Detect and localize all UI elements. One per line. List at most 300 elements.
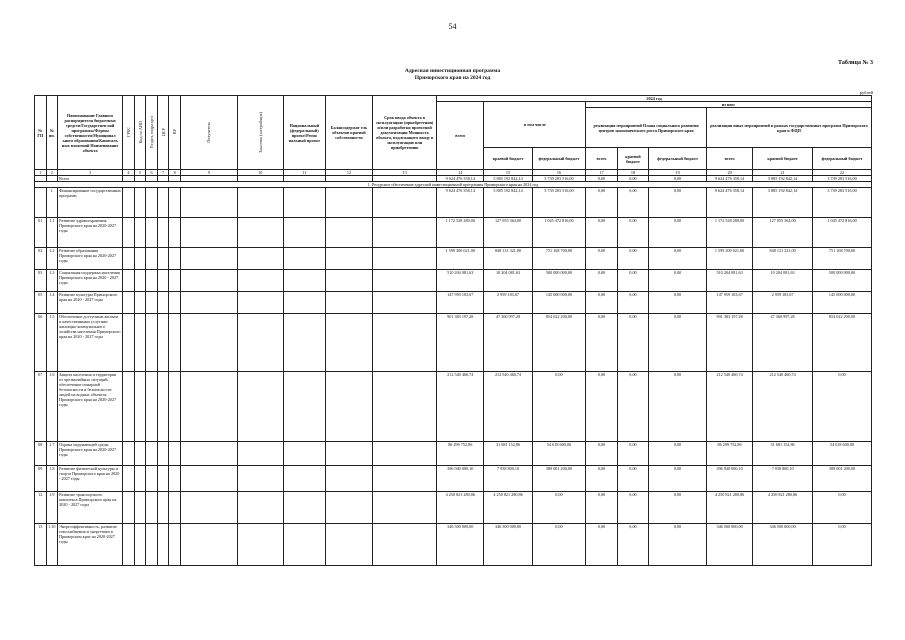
header-vr [169,96,181,170]
row-value-cell: 0,00 [649,442,707,466]
empty-cell [237,314,283,372]
empty-cell [134,524,146,566]
empty-cell [180,314,237,372]
row-value-cell: 500 000 000,00 [813,270,872,292]
empty-cell [325,466,372,492]
empty-cell [169,442,181,466]
empty-cell [123,466,135,492]
empty-cell [157,314,169,372]
row-value-cell: 346 500 000,00 [437,524,484,566]
empty-cell [325,372,372,442]
row-value-cell: 1 045 472 816,00 [532,218,586,248]
column-number-cell: 16 [532,170,586,176]
column-number-cell: 5 [134,170,146,176]
row-name-cell: Охрана окружающей среды Приморского края на 2020-2027 годы [58,442,123,466]
column-number-cell: 6 [146,170,158,176]
empty-cell [123,372,135,442]
row-pp-cell: 1.7 [46,442,58,466]
column-number-cell: 10 [237,170,283,176]
empty-cell [169,270,181,292]
row-value-cell: 10 204 081,63 [753,270,813,292]
empty-cell [146,372,158,442]
row-pp-cell: 1.8 [46,466,58,492]
column-number-cell: 7 [157,170,169,176]
row-value-cell: 0,00 [649,466,707,492]
header-aip-code [134,96,146,170]
empty-cell [169,218,181,248]
row-value-cell: 0,00 [617,218,649,248]
header-other-federal: федеральный бюджет [813,148,872,170]
row-gp-cell: 03 [35,270,47,292]
header-plan-total: всего [586,148,618,170]
empty-cell [237,292,283,314]
empty-cell [157,292,169,314]
empty-cell [373,466,437,492]
row-value-cell: 127 055 364,00 [484,218,532,248]
row-value-cell: 0,00 [649,248,707,270]
row-value-cell: 7 938 800,10 [484,466,532,492]
row-value-cell: 86 299 752,86 [706,442,752,466]
row-value-cell: 0,00 [617,466,649,492]
empty-cell [283,248,325,270]
table-row [35,270,872,292]
row-value-cell: 4 250 821 280,86 [437,492,484,524]
row-value-cell: 1 599 300 021,00 [437,248,484,270]
empty-cell [373,248,437,270]
row-value-cell: 510 204 081,63 [437,270,484,292]
header-year: 2024 год [437,96,872,102]
row-name-cell: Финансирование государственных программ [58,188,123,218]
row-value-cell: 86 299 752,86 [437,442,484,466]
row-value-cell: 145 000 000,00 [813,292,872,314]
empty-cell [283,270,325,292]
column-number-cell: 13 [373,170,437,176]
table-row [35,314,872,372]
row-value-cell: 854 022 200,00 [532,314,586,372]
empty-cell [283,466,325,492]
empty-cell [134,314,146,372]
empty-cell [180,524,237,566]
empty-cell [325,248,372,270]
empty-cell [283,314,325,372]
table-row [35,218,872,248]
header-of-them: из них: [586,102,872,108]
header-aip-code-text: Код по АИП [137,120,143,144]
column-number-cell: 19 [649,170,707,176]
row-value-cell: 0,00 [586,292,618,314]
row-value-cell: 0,00 [813,524,872,566]
empty-cell [325,442,372,466]
row-value-cell: 147 959 183,67 [706,292,752,314]
header-gp: № ГП [35,96,47,170]
row-value-cell: 0,00 [617,442,649,466]
total-value-cell: 9 624 476 358,14 [706,176,752,182]
empty-cell [237,188,283,218]
empty-cell [169,248,181,270]
row-value-cell: 396 940 000,10 [706,466,752,492]
empty-cell [237,524,283,566]
header-other-total: всего [706,148,752,170]
row-name-cell: Развитие физической культуры и спорта Приморского края на 2020 - 2027 годы [58,466,123,492]
row-value-cell: 510 204 081,63 [706,270,752,292]
header-recipient-text: Получатель [206,121,212,143]
row-name-cell: Энергоэффективность, развитие газоснабжения и энергетики в Приморском крае на 2020-2027 годы [58,524,123,566]
empty-cell [146,292,158,314]
empty-cell [373,372,437,442]
row-pp-cell: 1.2 [46,248,58,270]
row-value-cell: 147 959 183,67 [437,292,484,314]
empty-cell [169,466,181,492]
empty-cell [169,292,181,314]
row-value-cell: 0,00 [586,492,618,524]
header-commissioning: Срок ввода объекта в эксплуатацию (приобретения) и/или разработки проектной документации Мощность объекта, подлежащего вводу в эксплуатацию или приобретению [373,96,437,170]
row-pp-cell: 1.6 [46,372,58,442]
column-number-cell: 12 [325,170,372,176]
row-value-cell: 9 624 476 358,14 [437,188,484,218]
row-value-cell: 0,00 [586,248,618,270]
row-value-cell: 2 959 183,67 [484,292,532,314]
empty-cell [146,248,158,270]
empty-cell [180,372,237,442]
row-value-cell: 3 739 283 516,00 [813,188,872,218]
column-number-cell: 2 [46,170,58,176]
table-row [35,442,872,466]
total-value-cell: 5 885 192 842,14 [484,176,532,182]
empty-cell [123,492,135,524]
title-line-2: Приморского края на 2024 год [414,75,491,81]
column-number-cell: 22 [813,170,872,176]
row-gp-cell: 01 [35,218,47,248]
row-value-cell: 0,00 [617,248,649,270]
table-row [35,188,872,218]
header-plan-measures: реализация мероприятий Плана социального развития центров экономического роста Приморского края [586,108,707,148]
header-pp: № пп. [46,96,58,170]
empty-cell [123,218,135,248]
empty-cell [237,248,283,270]
header-national-project: Национальный (федеральный) проект/Регио нальный проект [283,96,325,170]
table-row [35,524,872,566]
header-customer-text: Заказчик (застройщик) [257,111,263,153]
empty-cell [134,292,146,314]
row-value-cell: 901 383 197,28 [706,314,752,372]
row-name-cell: Развитие транспортного комплекса Приморского края на 2020 - 2027 годы [58,492,123,524]
header-csr [157,96,169,170]
row-gp-cell: 02 [35,248,47,270]
row-value-cell: 751 168 700,00 [813,248,872,270]
empty-cell [157,218,169,248]
row-value-cell: 0,00 [649,524,707,566]
empty-cell [237,372,283,442]
table-row [35,248,872,270]
row-value-cell: 1 045 472 816,00 [813,218,872,248]
row-value-cell: 854 022 200,00 [813,314,872,372]
column-number-cell: 20 [706,170,752,176]
empty-cell [373,442,437,466]
column-number-cell: 18 [617,170,649,176]
row-value-cell: 127 055 364,00 [753,218,813,248]
empty-cell [169,524,181,566]
row-value-cell: 1 172 528 280,00 [437,218,484,248]
row-value-cell: 2 959 183,67 [753,292,813,314]
header-name: Наименование Главного распорядителя бюджетных средств/Государствен ной программы/Формы собственности/Муниципал ьного образования/Капиталь ных вложений Наименование объекта [58,96,123,170]
total-value-cell: 3 739 283 516,00 [532,176,586,182]
header-vr-text: ВР [172,129,178,135]
column-number-cell: 3 [58,170,123,176]
total-value-cell: 9 624 476 358,14 [437,176,484,182]
empty-cell [283,188,325,218]
units-label: рублей [859,90,873,95]
row-pp-cell: 1.3 [46,270,58,292]
row-value-cell: 0,00 [586,466,618,492]
row-gp-cell [35,188,47,218]
row-value-cell: 0,00 [617,188,649,218]
row-pp-cell: 1.5 [46,314,58,372]
empty-cell [157,466,169,492]
empty-cell [325,270,372,292]
row-value-cell: 0,00 [813,492,872,524]
row-value-cell: 0,00 [649,492,707,524]
row-value-cell: 31 681 152,86 [753,442,813,466]
empty-cell [134,248,146,270]
empty-cell [283,492,325,524]
row-value-cell: 31 681 152,86 [484,442,532,466]
section-title: 1. Ресурсное обеспечение адресной инвестиционной программы Приморского края на 2024 год [35,182,872,188]
header-recipient [180,96,237,170]
column-number-cell: 4 [123,170,135,176]
header-plan-federal: федеральный бюджет [649,148,707,170]
header-balance-holder: Балансодержат ель объектов краевой собственности [325,96,372,170]
row-value-cell: 0,00 [649,218,707,248]
row-value-cell: 212 540 460,74 [706,372,752,442]
empty-cell [169,492,181,524]
row-value-cell: 396 940 000,10 [437,466,484,492]
empty-cell [134,492,146,524]
row-value-cell: 1 172 528 280,00 [706,218,752,248]
empty-cell [373,218,437,248]
row-value-cell: 0,00 [532,372,586,442]
row-value-cell: 5 885 192 842,14 [484,188,532,218]
row-pp-cell: 1.4 [46,292,58,314]
empty-cell [180,218,237,248]
total-value-cell: 3 739 283 516,00 [813,176,872,182]
column-number-cell: 14 [437,170,484,176]
row-value-cell: 0,00 [617,270,649,292]
row-value-cell: 500 000 000,00 [532,270,586,292]
empty-cell [325,218,372,248]
empty-cell [180,248,237,270]
row-value-cell: 9 624 476 358,14 [706,188,752,218]
row-gp-cell: 13 [35,524,47,566]
row-name-cell: Развитие образования Приморского края на 2020-2027 годы [58,248,123,270]
row-gp-cell: 08 [35,442,47,466]
total-value-cell: 0,00 [586,176,618,182]
empty-cell [169,188,181,218]
empty-cell [169,372,181,442]
empty-cell [146,524,158,566]
row-value-cell: 346 500 000,00 [484,524,532,566]
header-other-regional: краевой бюджет [753,148,813,170]
column-number-cell: 11 [283,170,325,176]
table-row [35,292,872,314]
row-value-cell: 0,00 [617,492,649,524]
column-number-cell: 17 [586,170,618,176]
empty-cell [180,270,237,292]
row-value-cell: 0,00 [617,372,649,442]
empty-cell [180,492,237,524]
total-value-cell: 0,00 [649,176,707,182]
empty-cell [134,372,146,442]
empty-cell [123,270,135,292]
empty-cell [123,188,135,218]
investment-program-table [34,95,872,566]
empty-cell [146,314,158,372]
empty-cell [134,270,146,292]
row-name-cell: Социальная поддержка населения Приморского края на 2020 - 2027 годы [58,270,123,292]
empty-cell [134,218,146,248]
empty-cell [180,466,237,492]
column-number-cell: 8 [169,170,181,176]
header-plan-regional: краевой бюджет [617,148,649,170]
row-name-cell: Защита населения и территории от чрезвычайных ситуаций, обеспечение пожарной безопасности и безопасности людей на водных объектах Приморского края на 2020-2027 годы [58,372,123,442]
column-number-cell: 21 [753,170,813,176]
empty-cell [123,524,135,566]
empty-cell [283,372,325,442]
row-value-cell: 0,00 [649,314,707,372]
table-row [35,492,872,524]
empty-cell [146,188,158,218]
empty-cell [157,524,169,566]
header-section [146,96,158,170]
empty-cell [157,492,169,524]
empty-cell [146,218,158,248]
empty-cell [237,492,283,524]
row-value-cell: 389 001 200,00 [813,466,872,492]
empty-cell [283,292,325,314]
row-value-cell: 0,00 [586,218,618,248]
row-value-cell: 901 383 197,28 [437,314,484,372]
row-value-cell: 0,00 [617,314,649,372]
row-value-cell: 0,00 [586,270,618,292]
row-value-cell: 0,00 [586,188,618,218]
empty-cell [283,442,325,466]
empty-cell [146,442,158,466]
empty-cell [157,188,169,218]
row-value-cell: 389 001 200,00 [532,466,586,492]
row-value-cell: 0,00 [649,270,707,292]
row-value-cell: 4 250 821 280,86 [706,492,752,524]
row-name-cell: Развитие культуры Приморского края на 2020 - 2027 годы [58,292,123,314]
column-number-cell: 9 [180,170,237,176]
empty-cell [146,270,158,292]
row-value-cell: 7 938 800,10 [753,466,813,492]
document-title [0,68,905,82]
row-value-cell: 54 618 600,00 [813,442,872,466]
row-value-cell: 0,00 [586,442,618,466]
empty-cell [123,314,135,372]
table-label: Таблица № 3 [837,60,873,66]
row-value-cell: 0,00 [532,524,586,566]
table-row [35,466,872,492]
row-pp-cell: 1.10 [46,524,58,566]
empty-cell [169,314,181,372]
empty-cell [123,442,135,466]
empty-cell [134,442,146,466]
row-gp-cell: 06 [35,314,47,372]
header-customer [237,96,283,170]
empty-cell [325,524,372,566]
header-federal-budget: федеральный бюджет [532,148,586,170]
row-value-cell: 10 204 081,63 [484,270,532,292]
empty-cell [373,292,437,314]
row-value-cell: 346 500 000,00 [753,524,813,566]
empty-cell [325,188,372,218]
row-value-cell: 47 360 997,28 [484,314,532,372]
empty-cell [123,248,135,270]
header-including: в том числе [484,102,586,148]
row-value-cell: 0,00 [813,372,872,442]
row-value-cell: 5 885 192 842,14 [753,188,813,218]
header-grbs-text: ГРБС [125,127,131,137]
row-value-cell: 145 000 000,00 [532,292,586,314]
row-pp-cell: 1.1 [46,218,58,248]
row-value-cell: 0,00 [617,292,649,314]
empty-cell [157,248,169,270]
empty-cell [373,524,437,566]
header-csr-text: ЦСР [160,127,166,137]
column-number-cell: 1 [35,170,47,176]
total-value-cell: 5 885 192 842,14 [753,176,813,182]
row-value-cell: 0,00 [649,372,707,442]
row-value-cell: 848 131 321,00 [484,248,532,270]
page-number: 54 [448,22,457,31]
row-value-cell: 212 540 460,74 [437,372,484,442]
row-value-cell: 848 131 321,00 [753,248,813,270]
total-label: Всего [58,176,123,182]
total-value-cell: 0,00 [617,176,649,182]
empty-cell [325,292,372,314]
row-value-cell: 0,00 [649,292,707,314]
empty-cell [146,492,158,524]
empty-cell [373,270,437,292]
empty-cell [325,492,372,524]
row-gp-cell: 09 [35,466,47,492]
row-value-cell: 0,00 [586,372,618,442]
row-gp-cell: 07 [35,372,47,442]
row-value-cell: 0,00 [649,188,707,218]
empty-cell [134,188,146,218]
empty-cell [146,466,158,492]
empty-cell [373,492,437,524]
empty-cell [373,188,437,218]
row-name-cell: Развитие здравоохранения Приморского края на 2020-2027 годы [58,218,123,248]
empty-cell [237,270,283,292]
row-value-cell: 54 618 600,00 [532,442,586,466]
row-value-cell: 3 739 283 516,00 [532,188,586,218]
row-pp-cell: 1. [46,188,58,218]
empty-cell [180,292,237,314]
row-value-cell: 1 599 300 021,00 [706,248,752,270]
row-value-cell: 212 540 460,74 [484,372,532,442]
header-grbs [123,96,135,170]
row-value-cell: 212 540 460,74 [753,372,813,442]
empty-cell [180,188,237,218]
header-regional-budget: краевой бюджет [484,148,532,170]
empty-cell [237,218,283,248]
empty-cell [237,466,283,492]
empty-cell [157,372,169,442]
row-value-cell: 751 168 700,00 [532,248,586,270]
row-gp-cell: 12 [35,492,47,524]
